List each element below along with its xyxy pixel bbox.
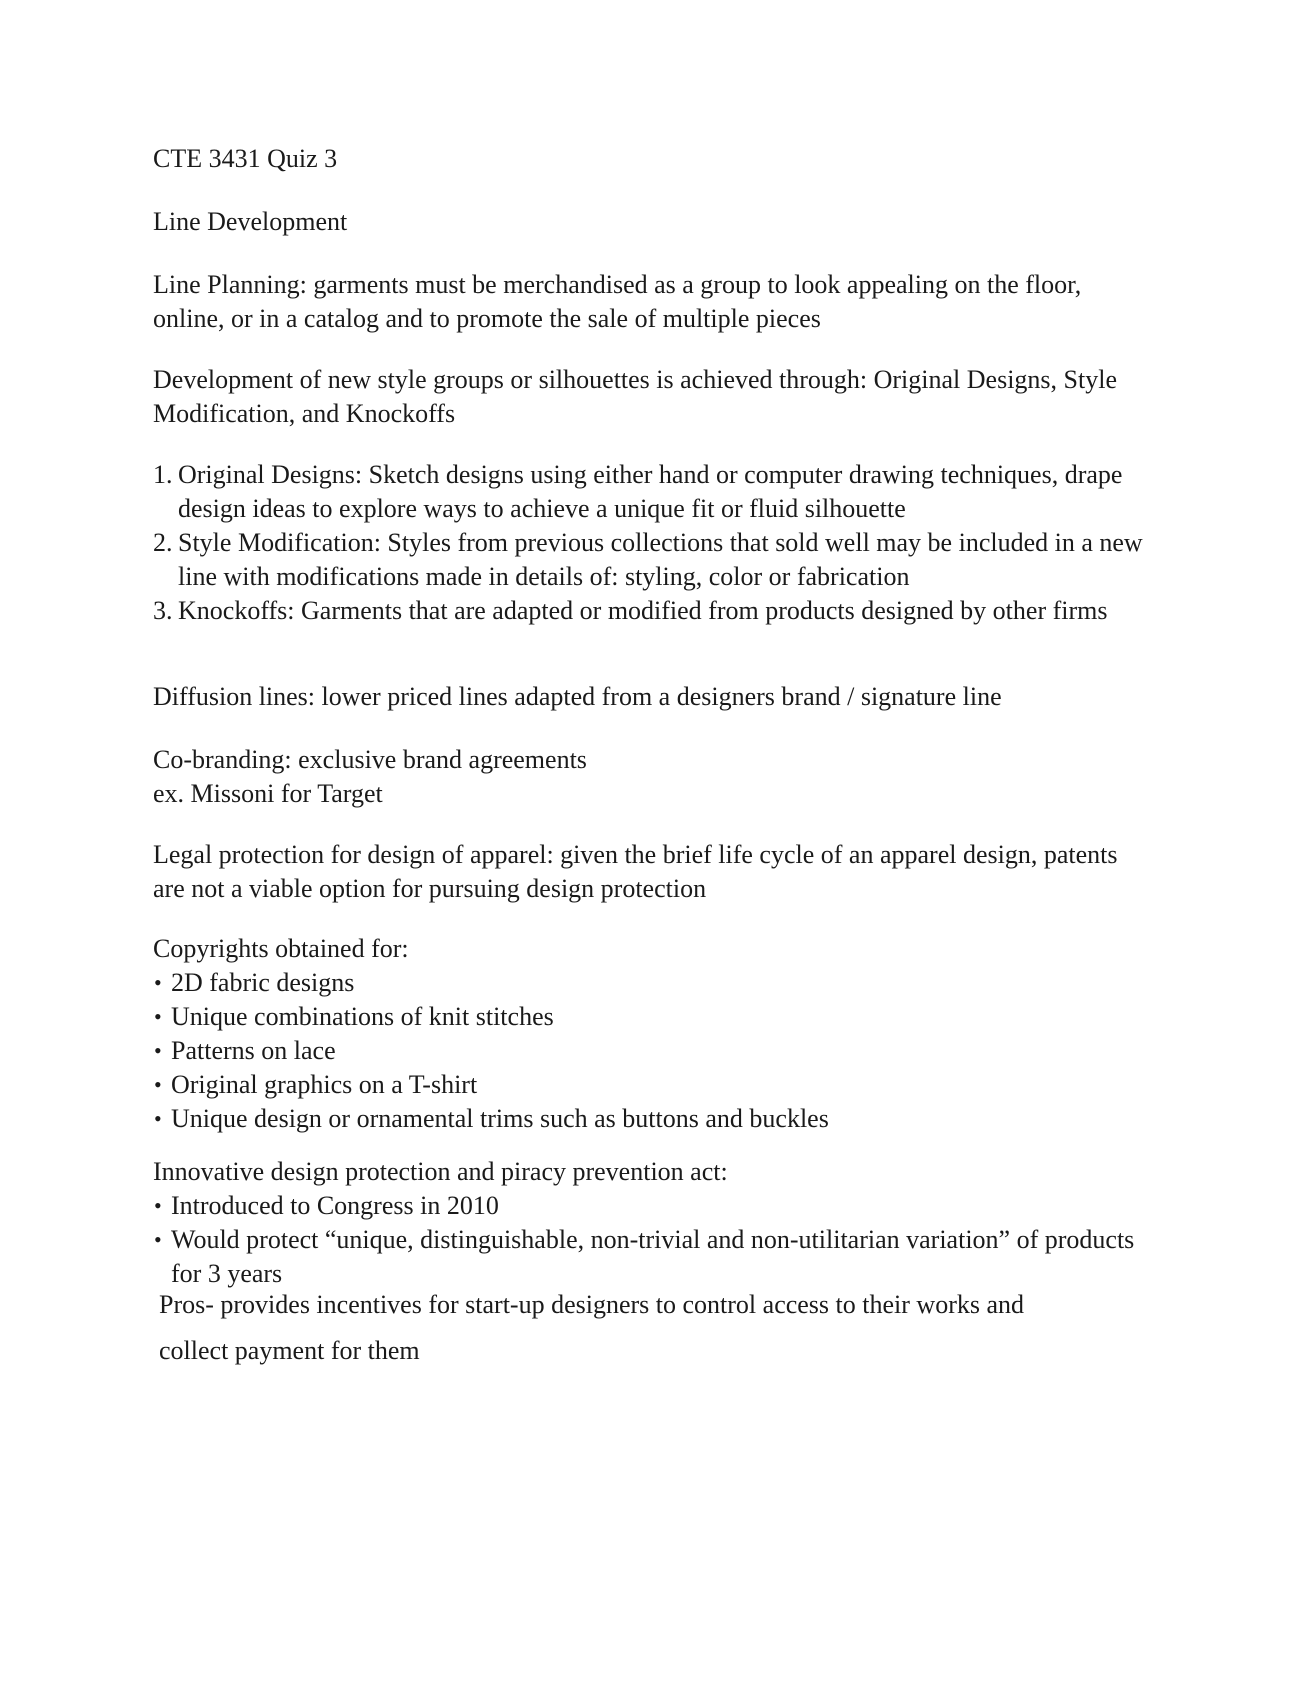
- act-list: [153, 1189, 1143, 1291]
- bullet-icon: •: [154, 1106, 162, 1131]
- list-item: [153, 1189, 1143, 1223]
- development-methods-list: [153, 458, 1143, 628]
- co-branding-example: ex. Missoni for Target: [153, 779, 383, 808]
- list-item-text: Style Modification: Styles from previous collections that sold well may be included in a new line with modifications made in details of: styling, color or fabrication: [178, 528, 1143, 591]
- bullet-icon: •: [154, 1227, 162, 1252]
- list-item-text: Unique combinations of knit stitches: [171, 1002, 554, 1031]
- list-item-text: Knockoffs: Garments that are adapted or modified from products designed by other firms: [178, 596, 1108, 625]
- bullet-icon: •: [154, 1193, 162, 1218]
- bullet-icon: •: [154, 1004, 162, 1029]
- list-item: [153, 1068, 1143, 1102]
- list-number: 3.: [153, 596, 173, 625]
- list-item: [153, 1000, 1143, 1034]
- diffusion-lines-paragraph: Diffusion lines: lower priced lines adapted from a designers brand / signature line: [153, 682, 1002, 711]
- list-item-text: Introduced to Congress in 2010: [171, 1191, 499, 1220]
- list-item-text: Original Designs: Sketch designs using either hand or computer drawing techniques, drape design ideas to explore ways to achieve a unique fit or fluid silhouette: [178, 460, 1123, 523]
- line-planning-paragraph: Line Planning: garments must be merchandised as a group to look appealing on the floor, online, or in a catalog and to promote the sale of multiple pieces: [153, 270, 1082, 333]
- legal-protection-paragraph: Legal protection for design of apparel: given the brief life cycle of an apparel design, patents are not a viable option for pursuing design protection: [153, 840, 1118, 903]
- list-item: [153, 594, 1143, 628]
- act-heading: Innovative design protection and piracy prevention act:: [153, 1157, 728, 1186]
- list-item: [153, 1223, 1143, 1291]
- list-item-text: Patterns on lace: [171, 1036, 336, 1065]
- development-intro-paragraph: Development of new style groups or silhouettes is achieved through: Original Designs, Style Modification, and Knockoffs: [153, 365, 1117, 428]
- bullet-icon: •: [154, 970, 162, 995]
- list-item: [153, 526, 1143, 594]
- co-branding-line: Co-branding: exclusive brand agreements: [153, 745, 587, 774]
- course-title: CTE 3431 Quiz 3: [153, 144, 338, 173]
- list-item: [153, 1102, 1143, 1136]
- copyrights-list: [153, 966, 1143, 1136]
- list-number: 1.: [153, 460, 173, 489]
- bullet-icon: •: [154, 1038, 162, 1063]
- copyrights-heading: Copyrights obtained for:: [153, 934, 409, 963]
- list-item-text: Unique design or ornamental trims such as buttons and buckles: [171, 1104, 829, 1133]
- list-number: 2.: [153, 528, 173, 557]
- pros-paragraph: Pros- provides incentives for start-up designers to control access to their works and collect payment for them: [159, 1290, 1025, 1365]
- bullet-icon: •: [154, 1072, 162, 1097]
- section-heading: Line Development: [153, 207, 348, 236]
- list-item: [153, 1034, 1143, 1068]
- list-item-text: Would protect “unique, distinguishable, non-trivial and non-utilitarian variation” of products for 3 years: [171, 1225, 1135, 1288]
- list-item: [153, 966, 1143, 1000]
- list-item: [153, 458, 1143, 526]
- list-item-text: Original graphics on a T-shirt: [171, 1070, 478, 1099]
- list-item-text: 2D fabric designs: [171, 968, 355, 997]
